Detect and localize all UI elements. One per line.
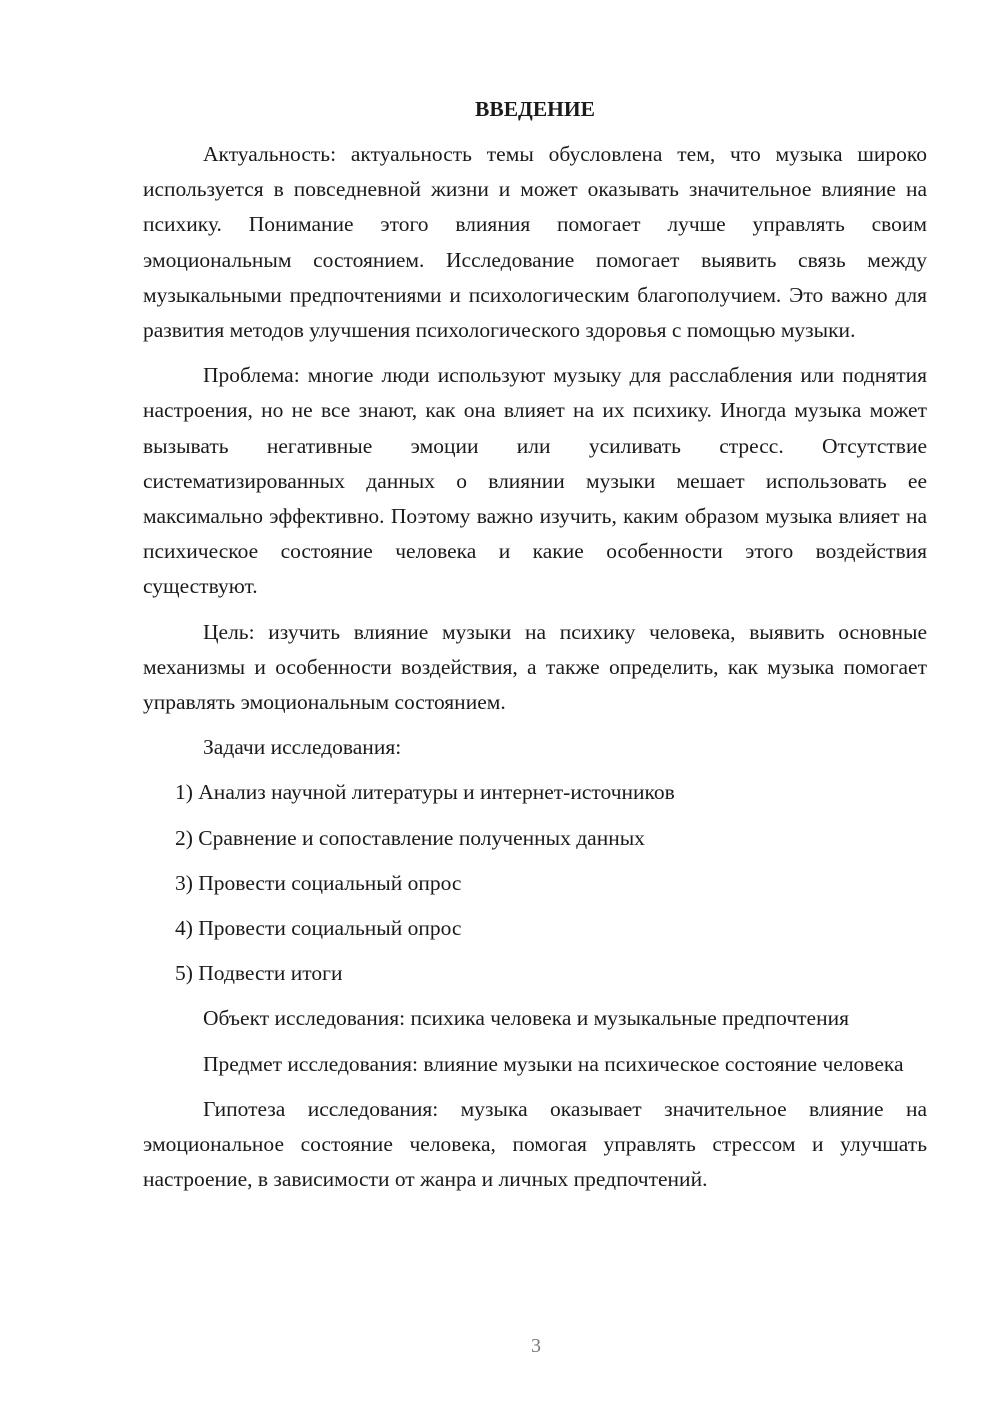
task-item-2: 2) Сравнение и сопоставление полученных данных xyxy=(175,825,645,850)
relevance-paragraph: Актуальность: актуальность темы обусловлена тем, что музыка широко используется в повседневной жизни и может оказывать значительное влияние на психику. Понимание этого влияния помогает лучше управлять своим эмоциональным состоянием. Исследование помогает выявить связь между музыкальными предпочтениями и психологическим благополучием. Это важно для развития методов улучшения психологического здоровья с помощью музыки. xyxy=(143,142,927,343)
task-item-4: 4) Провести социальный опрос xyxy=(175,916,462,941)
task-item-1: 1) Анализ научной литературы и интернет-источников xyxy=(175,780,675,805)
page-number: 3 xyxy=(531,1335,541,1357)
task-item-5: 5) Подвести итоги xyxy=(175,961,343,986)
tasks-heading: Задачи исследования: xyxy=(203,735,402,760)
task-item-3: 3) Провести социальный опрос xyxy=(175,870,462,895)
subject-paragraph: Предмет исследования: влияние музыки на психическое состояние человека xyxy=(203,1051,904,1076)
page-title: ВВЕДЕНИЕ xyxy=(475,97,595,121)
hypothesis-paragraph: Гипотеза исследования: музыка оказывает значительное влияние на эмоциональное состояние человека, помогая управлять стрессом и улучшать настроение, в зависимости от жанра и личных предпочтений. xyxy=(143,1096,927,1192)
tasks-list xyxy=(143,775,927,991)
problem-paragraph: Проблема: многие люди используют музыку для расслабления или поднятия настроения, но не все знают, как она влияет на их психику. Иногда музыка может вызывать негативные эмоции или усиливать стресс. Отсутствие систематизированных данных о влиянии музыки мешает использовать ее максимально эффективно. Поэтому важно изучить, каким образом музыка влияет на психическое состояние человека и какие особенности этого воздействия существуют. xyxy=(143,363,927,599)
page-content xyxy=(143,92,927,1207)
goal-paragraph: Цель: изучить влияние музыки на психику человека, выявить основные механизмы и особенности воздействия, а также определить, как музыка помогает управлять эмоциональным состоянием. xyxy=(143,619,927,715)
object-paragraph: Объект исследования: психика человека и музыкальные предпочтения xyxy=(203,1006,849,1031)
